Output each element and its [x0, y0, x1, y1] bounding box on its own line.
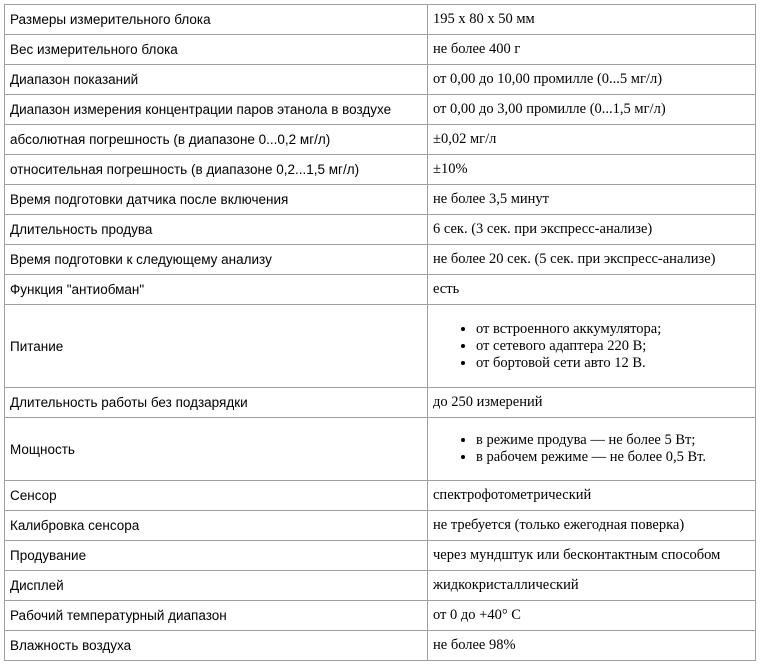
param-cell: абсолютная погрешность (в диапазоне 0...0,2 мг/л): [5, 125, 428, 155]
value-cell: не более 400 г: [428, 35, 756, 65]
table-row: [5, 631, 756, 661]
param-cell: Калибровка сенсора: [5, 511, 428, 541]
param-cell: Мощность: [5, 418, 428, 481]
list-item: • от встроенного аккумулятора;: [476, 321, 750, 338]
table-row: [5, 155, 756, 185]
value-cell: до 250 измерений: [428, 388, 756, 418]
table-row: [5, 95, 756, 125]
spec-table: [4, 4, 756, 661]
table-row: [5, 418, 756, 481]
value-cell: ±10%: [428, 155, 756, 185]
table-row: [5, 65, 756, 95]
value-cell: спектрофотометрический: [428, 481, 756, 511]
table-row: [5, 125, 756, 155]
list-item: • от бортовой сети авто 12 В.: [476, 355, 750, 372]
param-cell: Сенсор: [5, 481, 428, 511]
value-cell: [428, 305, 756, 388]
value-cell: 195 х 80 х 50 мм: [428, 5, 756, 35]
table-row: [5, 511, 756, 541]
param-cell: Диапазон показаний: [5, 65, 428, 95]
value-cell: 6 сек. (3 сек. при экспресс-анализе): [428, 215, 756, 245]
list-item: • в рабочем режиме — не более 0,5 Вт.: [476, 449, 750, 466]
value-cell: [428, 418, 756, 481]
param-cell: Время подготовки датчика после включения: [5, 185, 428, 215]
param-cell: Длительность продува: [5, 215, 428, 245]
table-row: [5, 5, 756, 35]
power-source-list: [433, 321, 750, 372]
value-cell: не более 98%: [428, 631, 756, 661]
table-row: [5, 275, 756, 305]
param-cell: относительная погрешность (в диапазоне 0,2...1,5 мг/л): [5, 155, 428, 185]
value-cell: не более 3,5 минут: [428, 185, 756, 215]
value-cell: от 0,00 до 10,00 промилле (0...5 мг/л): [428, 65, 756, 95]
param-cell: Диапазон измерения концентрации паров этанола в воздухе: [5, 95, 428, 125]
table-row: [5, 305, 756, 388]
table-row: [5, 185, 756, 215]
param-cell: Вес измерительного блока: [5, 35, 428, 65]
param-cell: Функция "антиобман": [5, 275, 428, 305]
param-cell: Дисплей: [5, 571, 428, 601]
value-cell: ±0,02 мг/л: [428, 125, 756, 155]
list-item: • в режиме продува — не более 5 Вт;: [476, 432, 750, 449]
value-cell: от 0 до +40° С: [428, 601, 756, 631]
value-cell: не требуется (только ежегодная поверка): [428, 511, 756, 541]
param-cell: Влажность воздуха: [5, 631, 428, 661]
spec-table-body: [5, 5, 756, 661]
value-cell: не более 20 сек. (5 сек. при экспресс-анализе): [428, 245, 756, 275]
table-row: [5, 35, 756, 65]
param-cell: Длительность работы без подзарядки: [5, 388, 428, 418]
table-row: [5, 601, 756, 631]
table-row: [5, 571, 756, 601]
param-cell: Размеры измерительного блока: [5, 5, 428, 35]
value-cell: через мундштук или бесконтактным способом: [428, 541, 756, 571]
table-row: [5, 215, 756, 245]
value-cell: от 0,00 до 3,00 промилле (0...1,5 мг/л): [428, 95, 756, 125]
param-cell: Время подготовки к следующему анализу: [5, 245, 428, 275]
power-consumption-list: [433, 432, 750, 466]
table-row: [5, 388, 756, 418]
value-cell: жидкокристаллический: [428, 571, 756, 601]
list-item: • от сетевого адаптера 220 В;: [476, 338, 750, 355]
param-cell: Рабочий температурный диапазон: [5, 601, 428, 631]
param-cell: Питание: [5, 305, 428, 388]
value-cell: есть: [428, 275, 756, 305]
table-row: [5, 541, 756, 571]
param-cell: Продувание: [5, 541, 428, 571]
table-row: [5, 481, 756, 511]
table-row: [5, 245, 756, 275]
